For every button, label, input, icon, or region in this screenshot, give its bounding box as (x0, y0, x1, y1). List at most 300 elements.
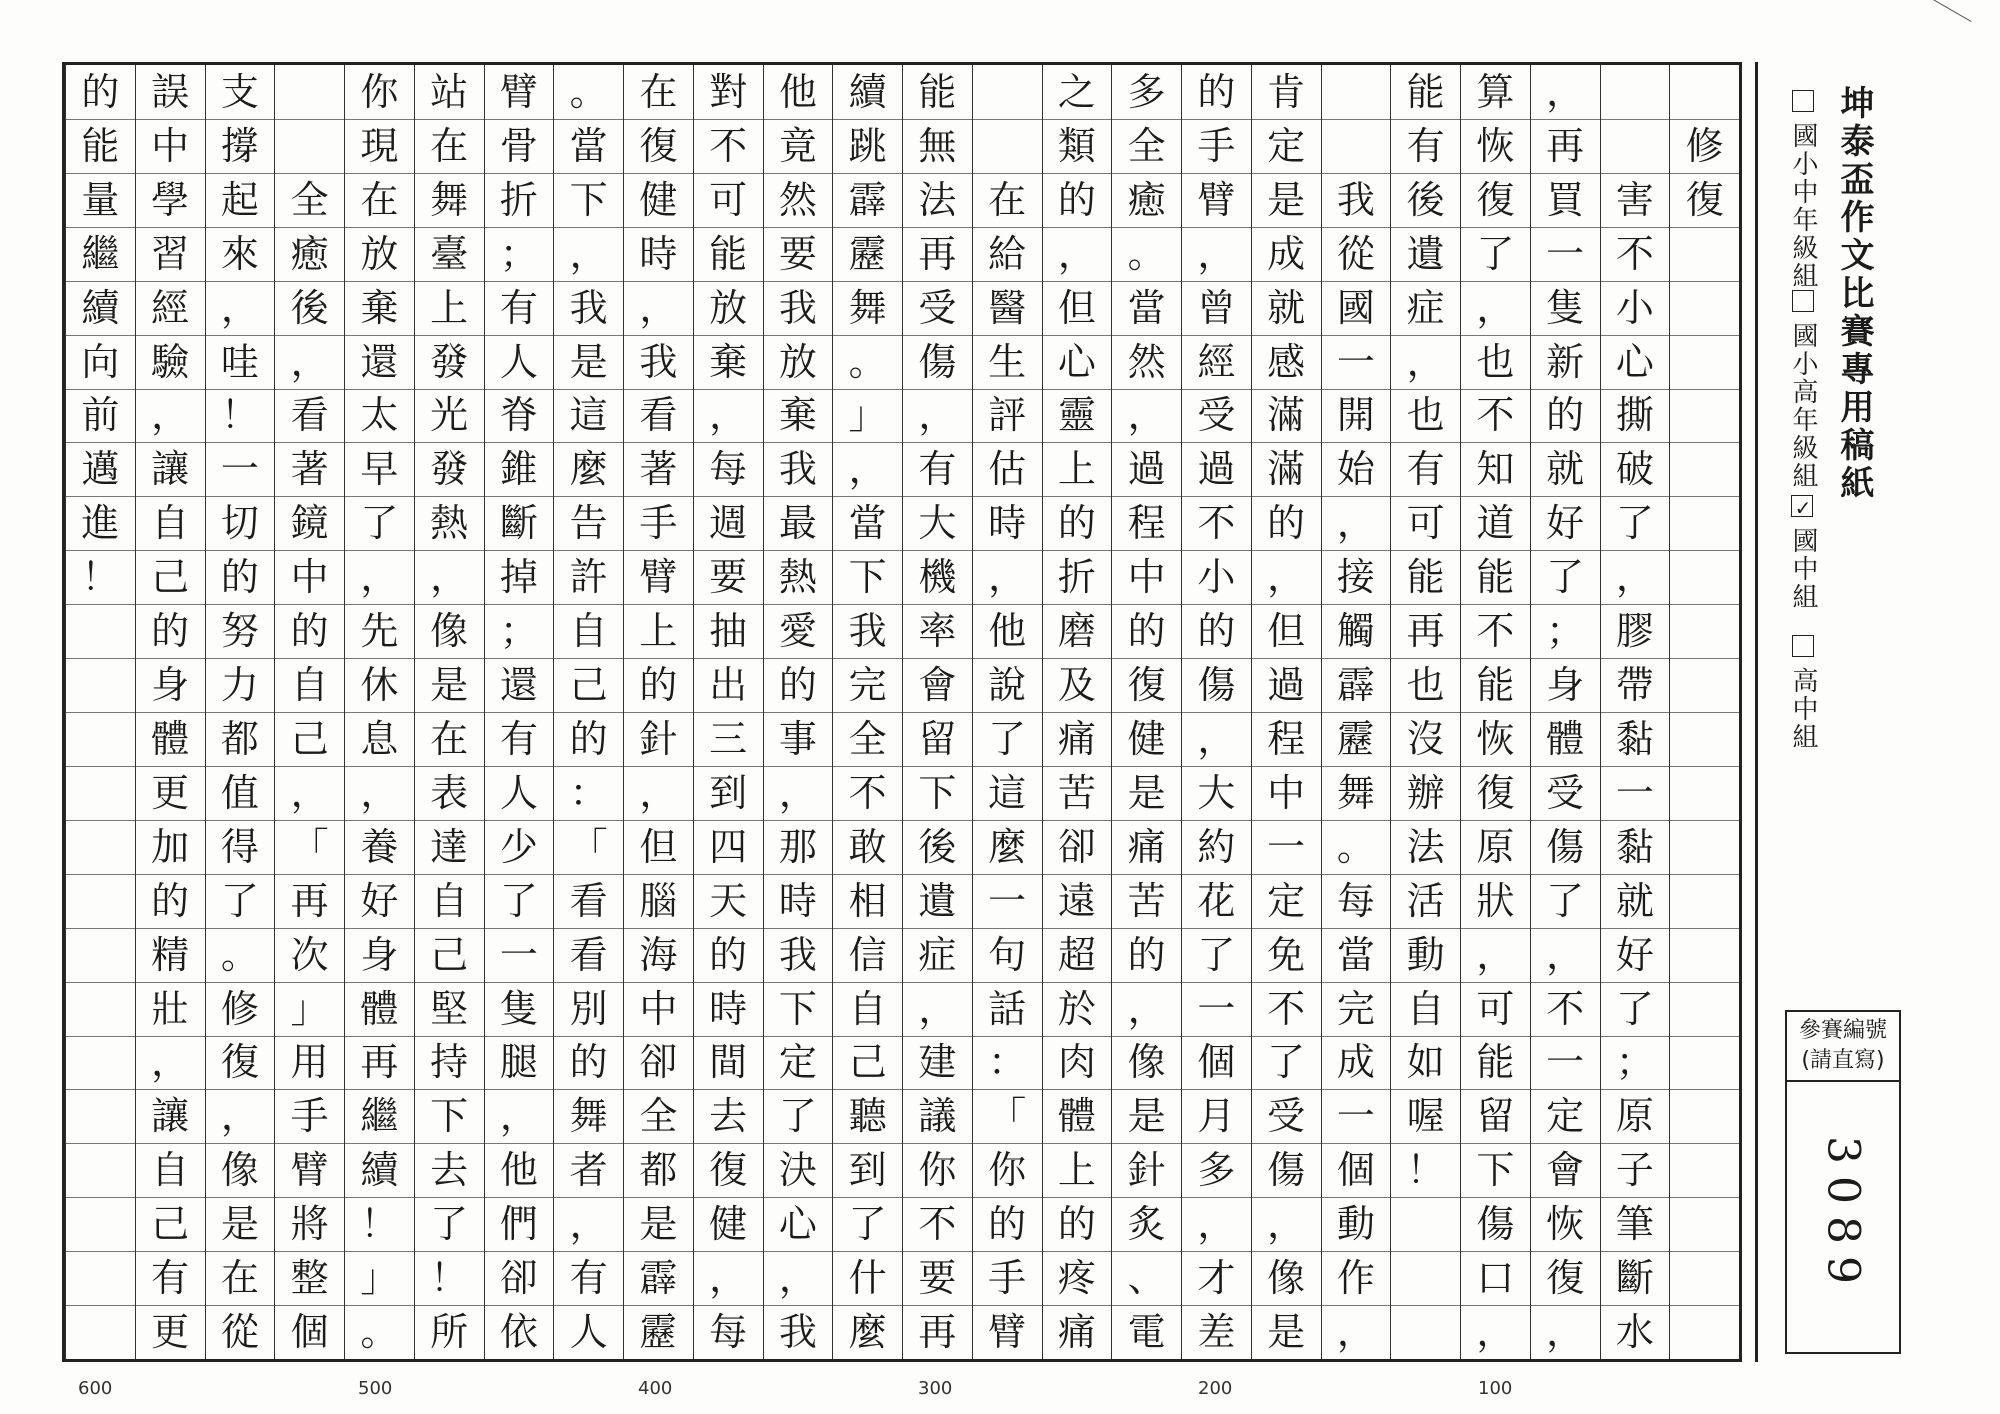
essay-char: 撐 (220, 123, 259, 168)
essay-char: ； (499, 609, 538, 654)
essay-char: 我 (778, 447, 817, 492)
essay-char: 上 (1057, 447, 1096, 492)
essay-char: 掉 (499, 555, 538, 600)
essay-char: 健 (709, 1202, 748, 1247)
essay-char: 養 (360, 824, 399, 869)
essay-char: ， (918, 393, 957, 438)
essay-char: 骨 (499, 123, 538, 168)
essay-char: 誤 (151, 69, 190, 114)
essay-char: 全 (848, 716, 887, 761)
essay-column (65, 65, 135, 1359)
essay-char: 差 (1197, 1310, 1236, 1355)
option-label: 國小高年級組 (1788, 322, 1818, 490)
essay-char: 信 (848, 932, 887, 977)
essay-char: 先 (360, 609, 399, 654)
essay-char: ， (151, 1040, 190, 1085)
essay-char: 免 (1267, 932, 1306, 977)
essay-char: ， (1476, 1310, 1515, 1355)
essay-char: 」 (290, 986, 329, 1031)
essay-char: 每 (709, 1310, 748, 1355)
essay-char: 了 (1546, 555, 1585, 600)
essay-char: 但 (639, 824, 678, 869)
essay-char: 能 (1476, 1040, 1515, 1085)
essay-char: 己 (151, 555, 190, 600)
essay-char: 機 (918, 555, 957, 600)
essay-char: 了 (1476, 231, 1515, 276)
essay-column (1669, 65, 1739, 1359)
essay-char: 復 (1476, 770, 1515, 815)
essay-char: 舞 (569, 1094, 608, 1139)
essay-char: ， (220, 1094, 259, 1139)
essay-char: 了 (360, 501, 399, 546)
essay-char: 苦 (1127, 878, 1166, 923)
essay-char: 了 (778, 1094, 817, 1139)
essay-char: 傷 (1267, 1148, 1306, 1193)
option-label: 國小中年級組 (1788, 122, 1818, 290)
essay-char: 他 (988, 609, 1027, 654)
essay-char: 繼 (360, 1094, 399, 1139)
essay-char: 修 (1685, 123, 1724, 168)
essay-char: 好 (1615, 932, 1654, 977)
essay-char: 個 (290, 1310, 329, 1355)
essay-char: 著 (290, 447, 329, 492)
essay-char: 復 (639, 123, 678, 168)
essay-char: 能 (1406, 69, 1445, 114)
essay-char: 自 (290, 663, 329, 708)
essay-char: 事 (778, 716, 817, 761)
essay-char: 復 (1476, 177, 1515, 222)
option-group-senior-high[interactable] (1785, 635, 1822, 751)
essay-char: 決 (778, 1148, 817, 1193)
essay-char: 我 (848, 609, 887, 654)
essay-char: 中 (639, 986, 678, 1031)
essay-char: ， (1476, 285, 1515, 330)
essay-char: 當 (1127, 285, 1166, 330)
essay-char: 一 (1546, 231, 1585, 276)
essay-column (1390, 65, 1460, 1359)
essay-char: 中 (290, 555, 329, 600)
essay-char: ， (151, 393, 190, 438)
essay-char: 子 (1615, 1148, 1654, 1193)
essay-char: 是 (1127, 770, 1166, 815)
option-group-elementary-upper[interactable] (1785, 290, 1822, 490)
essay-char: 針 (1127, 1148, 1166, 1193)
essay-char: 定 (1267, 123, 1306, 168)
essay-column (1460, 65, 1530, 1359)
essay-char: 脊 (499, 393, 538, 438)
essay-char: 膠 (1615, 609, 1654, 654)
essay-char: ， (1057, 231, 1096, 276)
essay-char: 量 (81, 177, 120, 222)
essay-char: 麼 (848, 1310, 887, 1355)
essay-char: 滿 (1267, 447, 1306, 492)
essay-char: 心 (1615, 339, 1654, 384)
essay-char: 修 (220, 986, 259, 1031)
essay-char: 中 (1127, 555, 1166, 600)
essay-char: 傷 (1476, 1202, 1515, 1247)
essay-char: 我 (639, 339, 678, 384)
essay-char: 我 (778, 932, 817, 977)
essay-char: 像 (430, 609, 469, 654)
essay-char: 過 (1267, 663, 1306, 708)
essay-char: 的 (569, 716, 608, 761)
essay-char: 後 (918, 824, 957, 869)
essay-char: 他 (499, 1148, 538, 1193)
essay-char: 的 (1127, 932, 1166, 977)
essay-char: 自 (430, 878, 469, 923)
essay-char: 率 (918, 609, 957, 654)
essay-char: 身 (151, 663, 190, 708)
essay-char: 表 (430, 770, 469, 815)
essay-char: 受 (1197, 393, 1236, 438)
essay-char: 什 (848, 1256, 887, 1301)
essay-char: 在 (639, 69, 678, 114)
essay-char: 遺 (1406, 231, 1445, 276)
essay-char: 如 (1406, 1040, 1445, 1085)
essay-char: 給 (988, 231, 1027, 276)
essay-char: 是 (1267, 1310, 1306, 1355)
essay-char: 。 (848, 339, 887, 384)
essay-char: 痛 (1127, 824, 1166, 869)
essay-char: 之 (1057, 69, 1096, 114)
essay-char: 心 (778, 1202, 817, 1247)
essay-char: ， (290, 770, 329, 815)
essay-char: 體 (1546, 716, 1585, 761)
essay-char: 能 (709, 231, 748, 276)
essay-char: ， (1336, 1310, 1375, 1355)
essay-char: ， (1197, 1202, 1236, 1247)
essay-char: 你 (918, 1148, 957, 1193)
essay-char: 棄 (360, 285, 399, 330)
essay-char: 支 (220, 69, 259, 114)
essay-char: 評 (988, 393, 1027, 438)
essay-char: 定 (1546, 1094, 1585, 1139)
scale-mark: 500 (358, 1378, 393, 1399)
essay-char: 現 (360, 123, 399, 168)
essay-char: 將 (290, 1202, 329, 1247)
essay-char (973, 65, 1042, 119)
essay-char: 可 (1406, 501, 1445, 546)
essay-char: 你 (360, 69, 399, 114)
essay-char: 霹 (848, 177, 887, 222)
essay-char: 的 (220, 555, 259, 600)
essay-char: 也 (1406, 663, 1445, 708)
essay-char: ， (220, 285, 259, 330)
essay-char: 好 (360, 878, 399, 923)
essay-char: 聽 (848, 1094, 887, 1139)
essay-char: 放 (709, 285, 748, 330)
essay-char: 的 (1197, 609, 1236, 654)
essay-char: 大 (918, 501, 957, 546)
essay-char: 類 (1057, 123, 1096, 168)
essay-char: 始 (1336, 447, 1375, 492)
essay-char: ， (639, 770, 678, 815)
essay-char: 就 (1546, 447, 1585, 492)
essay-char: 帶 (1615, 663, 1654, 708)
essay-char: 整 (290, 1256, 329, 1301)
essay-char: ， (569, 231, 608, 276)
essay-char: 受 (918, 285, 957, 330)
essay-char: 自 (1406, 986, 1445, 1031)
essay-char: 的 (290, 609, 329, 654)
entry-number-value[interactable]: 3089 (1817, 1136, 1869, 1296)
essay-char: 精 (151, 932, 190, 977)
option-label: 國中組 (1788, 527, 1818, 611)
essay-char: 。 (1336, 824, 1375, 869)
essay-char: 靈 (1057, 393, 1096, 438)
essay-char: 撕 (1615, 393, 1654, 438)
essay-char: 告 (569, 501, 608, 546)
essay-char: 一 (1336, 339, 1375, 384)
essay-char: 不 (1615, 231, 1654, 276)
essay-char: 發 (430, 447, 469, 492)
essay-char: 是 (220, 1202, 259, 1247)
essay-char: 。 (220, 932, 259, 977)
essay-char: 然 (778, 177, 817, 222)
essay-char: 自 (151, 1148, 190, 1193)
essay-char: 愛 (778, 609, 817, 654)
essay-char: 復 (1546, 1256, 1585, 1301)
essay-char: 成 (1336, 1040, 1375, 1085)
essay-char: 切 (220, 501, 259, 546)
essay-char: 醫 (988, 285, 1027, 330)
essay-char: 卻 (1057, 824, 1096, 869)
essay-char (1322, 119, 1391, 173)
scale-mark: 400 (638, 1378, 673, 1399)
essay-char: 隻 (499, 986, 538, 1031)
essay-char: 遺 (918, 878, 957, 923)
essay-char: 我 (569, 285, 608, 330)
essay-char: 有 (499, 716, 538, 761)
essay-char: ， (1546, 932, 1585, 977)
essay-char: 有 (569, 1256, 608, 1301)
essay-char: 時 (988, 501, 1027, 546)
essay-char: 還 (499, 663, 538, 708)
essay-column (972, 65, 1042, 1359)
essay-char: 感 (1267, 339, 1306, 384)
essay-char: 們 (499, 1202, 538, 1247)
entry-number-label-line1: 參賽編號 (1798, 1018, 1887, 1043)
essay-column (832, 65, 902, 1359)
essay-char: 一 (499, 932, 538, 977)
essay-column (902, 65, 972, 1359)
essay-char: 口 (1476, 1256, 1515, 1301)
essay-char: 己 (430, 932, 469, 977)
essay-char: 光 (430, 393, 469, 438)
essay-char: 電 (1127, 1310, 1166, 1355)
essay-char: ， (290, 339, 329, 384)
essay-char: 再 (360, 1040, 399, 1085)
essay-char: 體 (1057, 1094, 1096, 1139)
essay-char: 所 (430, 1310, 469, 1355)
essay-char: 全 (290, 177, 329, 222)
essay-char: 放 (778, 339, 817, 384)
essay-char: 力 (220, 663, 259, 708)
scale-mark: 100 (1478, 1378, 1513, 1399)
essay-char: 驗 (151, 339, 190, 384)
essay-char: 有 (918, 447, 957, 492)
essay-char: 己 (151, 1202, 190, 1247)
checkbox-junior-high[interactable]: ✓ (1791, 496, 1815, 522)
essay-char: 還 (360, 339, 399, 384)
essay-char: 一 (1197, 986, 1236, 1031)
essay-char: 國 (1336, 285, 1375, 330)
essay-char: 太 (360, 393, 399, 438)
essay-char: 健 (1127, 716, 1166, 761)
essay-char: ， (1127, 986, 1166, 1031)
essay-char: 少 (499, 824, 538, 869)
essay-char: 成 (1267, 231, 1306, 276)
essay-char: 及 (1057, 663, 1096, 708)
essay-char: 破 (1615, 447, 1654, 492)
essay-char: 最 (778, 501, 817, 546)
essay-char: 從 (1336, 231, 1375, 276)
essay-char: 花 (1197, 878, 1236, 923)
essay-column (1251, 65, 1321, 1359)
essay-column (1181, 65, 1251, 1359)
essay-column (1042, 65, 1112, 1359)
essay-char: 後 (1406, 177, 1445, 222)
essay-char: 的 (709, 932, 748, 977)
essay-char: 霹 (639, 1256, 678, 1301)
essay-char: 一 (1546, 1040, 1585, 1085)
essay-char: 但 (1267, 609, 1306, 654)
essay-char: 再 (918, 231, 957, 276)
essay-char: 中 (151, 123, 190, 168)
essay-char: 手 (290, 1094, 329, 1139)
essay-char: ， (1197, 231, 1236, 276)
essay-char: 斷 (1615, 1256, 1654, 1301)
essay-char: 滿 (1267, 393, 1306, 438)
essay-char: ： (569, 770, 608, 815)
essay-char: 在 (360, 177, 399, 222)
essay-char: 那 (778, 824, 817, 869)
option-group-junior-high[interactable] (1785, 495, 1822, 611)
essay-char: 下 (778, 986, 817, 1031)
essay-char: 折 (1057, 555, 1096, 600)
essay-char: 著 (639, 447, 678, 492)
essay-char: 人 (499, 770, 538, 815)
essay-char: 卻 (639, 1040, 678, 1085)
essay-char: 不 (1546, 986, 1585, 1031)
essay-char (1601, 65, 1670, 119)
essay-char: 的 (151, 878, 190, 923)
essay-char: 每 (1336, 878, 1375, 923)
essay-char: 有 (151, 1256, 190, 1301)
essay-column (623, 65, 693, 1359)
essay-char: ！ (360, 1202, 399, 1247)
essay-char (1601, 119, 1670, 173)
essay-char: 霹 (1336, 663, 1375, 708)
essay-char: 」 (848, 393, 887, 438)
essay-char: 算 (1476, 69, 1515, 114)
essay-char: 壯 (151, 986, 190, 1031)
essay-char: ！ (81, 555, 120, 600)
essay-char: 自 (569, 609, 608, 654)
essay-char: 買 (1546, 177, 1585, 222)
essay-char: 傷 (1546, 824, 1585, 869)
checkbox-elementary-upper[interactable] (1792, 290, 1814, 312)
essay-char: 己 (848, 1040, 887, 1085)
essay-char: 發 (430, 339, 469, 384)
essay-char: 過 (1127, 447, 1166, 492)
essay-char: 也 (1406, 393, 1445, 438)
essay-column (693, 65, 763, 1359)
essay-char: 定 (778, 1040, 817, 1085)
essay-char: 續 (360, 1148, 399, 1193)
essay-char: 再 (1546, 123, 1585, 168)
essay-char: ， (360, 770, 399, 815)
essay-char: 學 (151, 177, 190, 222)
essay-char: 三 (709, 716, 748, 761)
essay-char: 休 (360, 663, 399, 708)
essay-char: 時 (639, 231, 678, 276)
essay-char: 在 (988, 177, 1027, 222)
essay-char: 留 (1476, 1094, 1515, 1139)
essay-char: 這 (569, 393, 608, 438)
essay-char: 折 (499, 177, 538, 222)
essay-char: ， (1267, 1202, 1306, 1247)
essay-char: 臂 (290, 1148, 329, 1193)
essay-char: 用 (290, 1040, 329, 1085)
option-group-elementary-middle[interactable] (1785, 90, 1822, 290)
essay-char: 身 (1546, 663, 1585, 708)
essay-char: 到 (709, 770, 748, 815)
essay-char: 這 (988, 770, 1027, 815)
essay-char: 程 (1127, 501, 1166, 546)
essay-char: 「 (290, 824, 329, 869)
essay-char: 完 (1336, 986, 1375, 1031)
essay-char: 是 (1127, 1094, 1166, 1139)
essay-char: 。 (360, 1310, 399, 1355)
essay-char: 臂 (639, 555, 678, 600)
essay-char: 許 (569, 555, 608, 600)
essay-char: 針 (639, 716, 678, 761)
scale-mark: 300 (918, 1378, 953, 1399)
essay-char: ， (639, 285, 678, 330)
essay-char (1322, 65, 1391, 119)
essay-char: 次 (290, 932, 329, 977)
essay-char: 中 (1267, 770, 1306, 815)
essay-char: 己 (290, 716, 329, 761)
essay-char: 過 (1197, 447, 1236, 492)
essay-char: 痛 (1057, 1310, 1096, 1355)
essay-char: 然 (1127, 339, 1166, 384)
essay-char: ！ (220, 393, 259, 438)
essay-char: 了 (499, 878, 538, 923)
essay-char: 放 (360, 231, 399, 276)
essay-char: ， (1127, 393, 1166, 438)
essay-char: 也 (1476, 339, 1515, 384)
essay-char: 能 (81, 123, 120, 168)
essay-char: 在 (430, 716, 469, 761)
essay-char: 上 (430, 285, 469, 330)
essay-char: 一 (1267, 824, 1306, 869)
essay-char: 每 (709, 447, 748, 492)
essay-char: 腿 (499, 1040, 538, 1085)
checkbox-elementary-middle[interactable] (1792, 90, 1814, 112)
essay-char: ， (709, 1256, 748, 1301)
form-title: 坤泰盃作文比賽專用稿紙 (1834, 85, 1874, 503)
entry-number-label (1787, 1012, 1899, 1082)
essay-char: 下 (430, 1094, 469, 1139)
essay-char: 堅 (430, 986, 469, 1031)
essay-char: 的 (1057, 1202, 1096, 1247)
checkbox-senior-high[interactable] (1792, 635, 1814, 657)
essay-char: 當 (848, 501, 887, 546)
essay-char: 斷 (499, 501, 538, 546)
essay-char: 症 (1406, 285, 1445, 330)
